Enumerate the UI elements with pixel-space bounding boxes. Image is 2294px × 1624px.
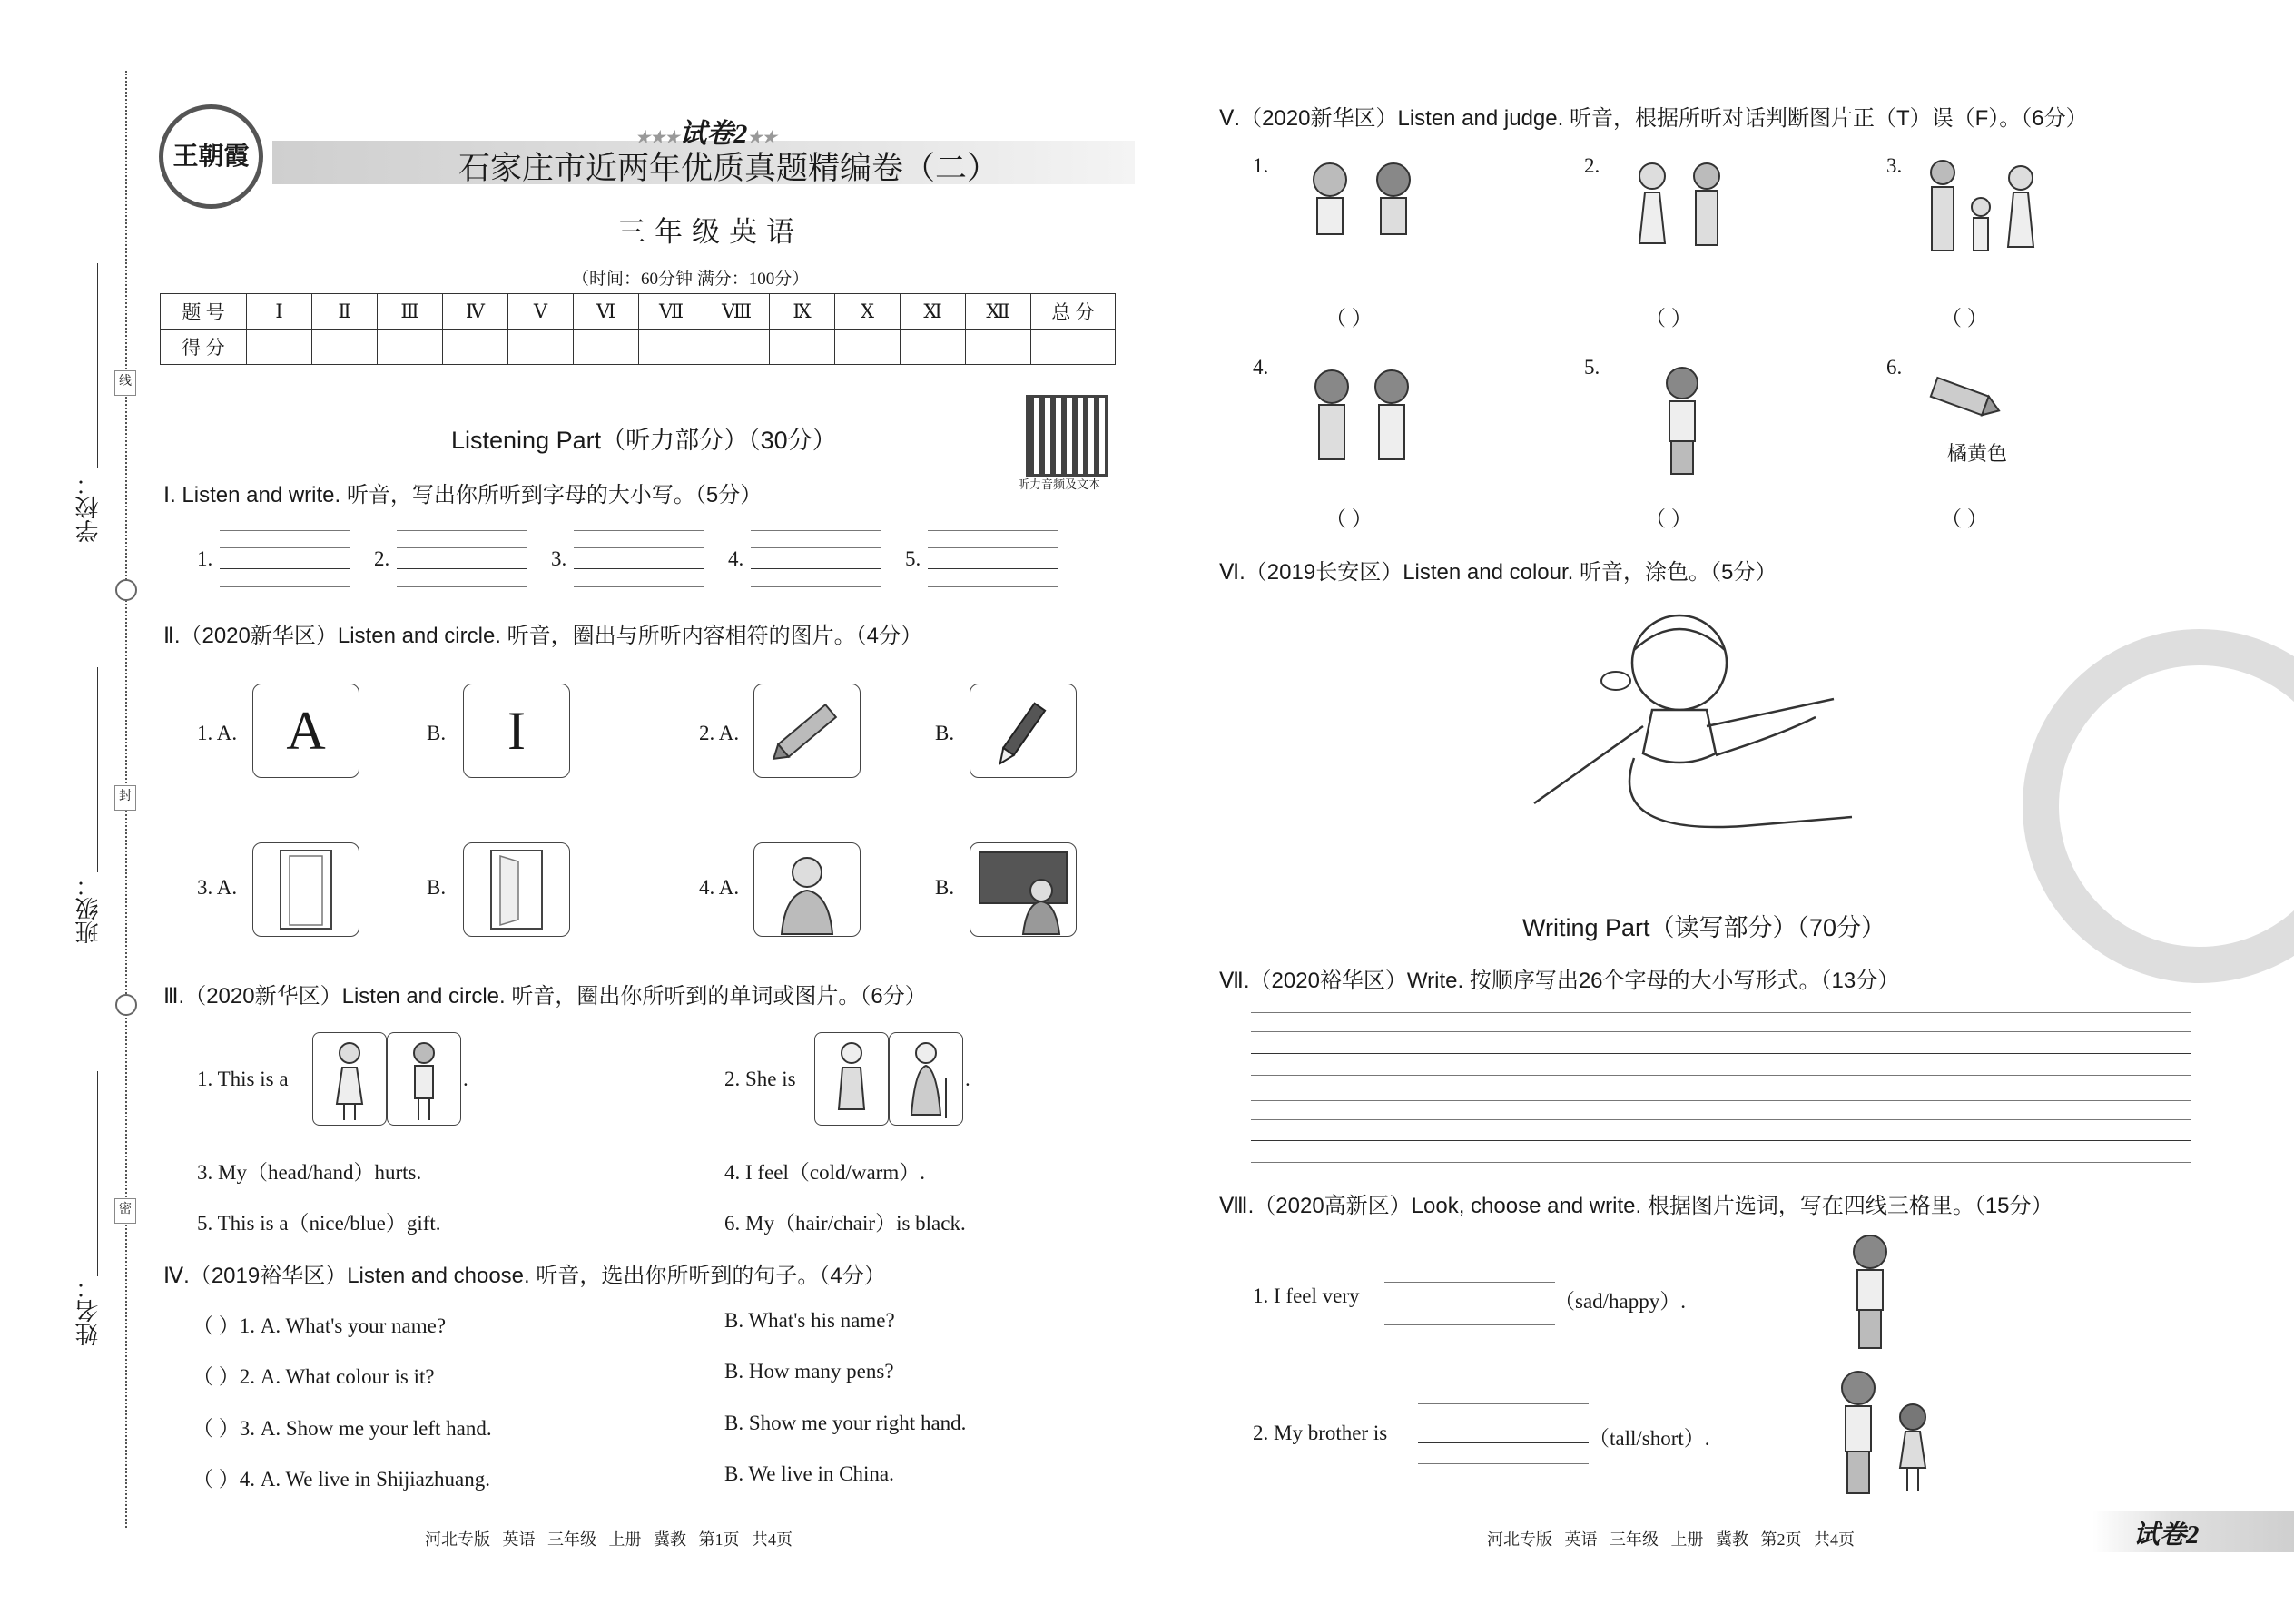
sec4-option-b: B. What's his name? <box>724 1309 895 1332</box>
score-input-cell[interactable] <box>901 330 966 365</box>
sec2-label: 2. A. <box>699 722 740 744</box>
score-cell: Ⅺ <box>901 294 966 330</box>
qr-caption: 听力音频及文本 <box>1018 477 1101 491</box>
woman-picture[interactable] <box>753 842 861 937</box>
sec3-dot: . <box>463 1068 468 1090</box>
teacher-icon <box>970 843 1076 936</box>
publisher-logo: 王朝霞 <box>159 104 263 209</box>
sec1-num: 1. <box>197 547 213 570</box>
score-cell: Ⅵ <box>574 294 639 330</box>
grandpa-picture[interactable] <box>814 1032 889 1126</box>
pen-icon <box>970 684 1076 777</box>
name-write-line <box>97 1071 98 1276</box>
old-man-icon <box>815 1033 888 1125</box>
judge-paren[interactable]: （ ） <box>1325 507 1373 530</box>
paper-number-heading: ★★★试卷2★★ <box>635 119 777 149</box>
corner-paper-tag: 试卷2 <box>2133 1521 2200 1550</box>
main-title: 石家庄市近两年优质真题精编卷（二） <box>458 151 999 186</box>
section-8-title: Ⅷ.（2020高新区）Look, choose and write. 根据图片选词，写在四线三格里。（15分） <box>1219 1194 2053 1218</box>
score-input-cell[interactable] <box>312 330 378 365</box>
sec4-option-a[interactable]: （ ）2. A. What colour is it? <box>192 1365 435 1388</box>
seal-mark-feng: 封 <box>114 785 136 811</box>
sec8-q2-text: 2. My brother is <box>1253 1422 1388 1444</box>
judge-paren[interactable]: （ ） <box>1941 307 1988 330</box>
score-input-cell[interactable] <box>443 330 508 365</box>
score-table-header-row <box>161 294 1116 330</box>
score-cell: Ⅳ <box>443 294 508 330</box>
score-cell: Ⅸ <box>770 294 835 330</box>
door-open-picture[interactable] <box>463 842 570 937</box>
binding-hole-icon <box>115 579 137 601</box>
score-table-score-row <box>161 330 1116 365</box>
score-input-cell[interactable] <box>835 330 901 365</box>
sec3-q6: 6. My（hair/chair）is black. <box>724 1212 966 1235</box>
qr-code-icon[interactable] <box>1026 395 1108 477</box>
score-cell: Ⅷ <box>704 294 770 330</box>
sec5-num: 5. <box>1584 356 1600 379</box>
sec8-q2-options: （tall/short）. <box>1589 1427 1710 1450</box>
sec8-q1-text: 1. I feel very <box>1253 1284 1360 1307</box>
school-label: 学校： <box>74 472 102 543</box>
brother-and-sister-picture <box>1820 1366 1947 1498</box>
sec4-option-a[interactable]: （ ）4. A. We live in Shijiazhuang. <box>192 1468 490 1491</box>
score-input-cell[interactable] <box>1031 330 1116 365</box>
section-3-title: Ⅲ.（2020新华区）Listen and circle. 听音，圈出你所听到的单词或图片。（6分） <box>163 984 927 1009</box>
sec5-num: 4. <box>1253 356 1269 379</box>
score-cell: 题 号 <box>161 294 247 330</box>
sec5-num: 2. <box>1584 154 1600 177</box>
section-7-title: Ⅶ.（2020裕华区）Write. 按顺序写出26个字母的大小写形式。（13分） <box>1219 969 1900 993</box>
boy-standing-picture <box>1641 361 1723 479</box>
score-table <box>160 293 1116 365</box>
sec1-num: 3. <box>551 547 567 570</box>
score-input-cell[interactable] <box>247 330 312 365</box>
footer-right: 河北专版 英语 三年级 上册 冀教 第2页 共4页 <box>1487 1530 1855 1549</box>
score-input-cell[interactable] <box>639 330 704 365</box>
section-4-title: Ⅳ.（2019裕华区）Listen and choose. 听音，选出你所听到的句子。（4分） <box>163 1264 886 1288</box>
judge-paren[interactable]: （ ） <box>1941 507 1988 530</box>
girl-to-colour-picture[interactable] <box>1507 599 1888 853</box>
score-cell: Ⅴ <box>508 294 574 330</box>
grandma-picture[interactable] <box>889 1032 963 1126</box>
sec4-option-b: B. How many pens? <box>724 1360 894 1383</box>
score-input-cell[interactable] <box>704 330 770 365</box>
sec1-num: 5. <box>905 547 921 570</box>
girl-icon <box>313 1033 386 1125</box>
name-label: 姓名： <box>74 1275 102 1346</box>
sec2-label: 3. A. <box>197 876 238 899</box>
subject-title: 三年级英语 <box>617 216 803 248</box>
sec3-q3: 3. My（head/hand）hurts. <box>197 1161 422 1184</box>
score-input-cell[interactable] <box>770 330 835 365</box>
family-picture <box>1915 153 2052 271</box>
sec4-option-a[interactable]: （ ）3. A. Show me your left hand. <box>192 1417 492 1440</box>
sec2-label: 1. A. <box>197 722 238 744</box>
judge-paren[interactable]: （ ） <box>1325 307 1373 330</box>
door-closed-picture[interactable] <box>252 842 359 937</box>
sec2-label: B. <box>935 876 955 899</box>
score-cell: Ⅶ <box>639 294 704 330</box>
judge-paren[interactable]: （ ） <box>1645 307 1692 330</box>
score-input-cell[interactable] <box>574 330 639 365</box>
score-input-cell[interactable] <box>966 330 1031 365</box>
sec4-option-b: B. We live in China. <box>724 1462 894 1485</box>
sec5-num: 3. <box>1886 154 1903 177</box>
section-1-title: Ⅰ. Listen and write. 听音，写出你所听到字母的大小写。（5分） <box>163 483 763 507</box>
seal-mark-mi: 密 <box>114 1198 136 1224</box>
sec4-option-b: B. Show me your right hand. <box>724 1412 967 1434</box>
binding-hole-icon <box>115 994 137 1016</box>
section-6-title: Ⅵ.（2019长安区）Listen and colour. 听音，涂色。（5分） <box>1219 560 1777 585</box>
pen-picture[interactable] <box>970 684 1077 778</box>
sec2-label: B. <box>427 722 447 744</box>
sec2-label: 4. A. <box>699 876 740 899</box>
sec5-num: 1. <box>1253 154 1269 177</box>
class-label: 班级： <box>74 873 102 944</box>
sec1-num: 4. <box>728 547 744 570</box>
section-5-title: Ⅴ.（2020新华区）Listen and judge. 听音，根据所听对话判断图片正（T）误（F）。（6分） <box>1219 106 2088 131</box>
girl-picture[interactable] <box>312 1032 387 1126</box>
score-cell: 总 分 <box>1031 294 1116 330</box>
two-boys-picture <box>1294 361 1430 479</box>
sad-boy-picture <box>1834 1230 1906 1353</box>
door-icon <box>253 843 359 936</box>
sec8-q1-options: （sad/happy）. <box>1554 1290 1687 1313</box>
sec3-dot: . <box>965 1068 970 1090</box>
seal-mark-xian: 线 <box>114 370 136 396</box>
sec5-num: 6. <box>1886 356 1903 379</box>
orange-crayon-icon <box>1925 372 2006 427</box>
confidential-stamp-icon <box>2023 629 2294 983</box>
sec3-q4: 4. I feel（cold/warm）. <box>724 1161 925 1184</box>
boy-icon <box>388 1033 460 1125</box>
old-woman-icon <box>890 1033 962 1125</box>
score-cell: Ⅲ <box>378 294 443 330</box>
score-input-cell[interactable] <box>508 330 574 365</box>
sec3-q5: 5. This is a（nice/blue）gift. <box>197 1212 441 1235</box>
score-cell: Ⅻ <box>966 294 1031 330</box>
score-cell: 得 分 <box>161 330 247 365</box>
writing-part-title: Writing Part（读写部分）（70分） <box>1522 914 1886 941</box>
class-write-line <box>97 667 98 872</box>
score-cell: Ⅱ <box>312 294 378 330</box>
time-info: （时间：60分钟 满分：100分） <box>572 270 810 289</box>
sec4-option-a[interactable]: （ ）1. A. What's your name? <box>192 1314 447 1337</box>
judge-paren[interactable]: （ ） <box>1645 507 1692 530</box>
crayon-icon <box>754 684 860 777</box>
sec2-label: B. <box>427 876 447 899</box>
crayon-picture[interactable] <box>753 684 861 778</box>
teacher-picture[interactable] <box>970 842 1077 937</box>
score-input-cell[interactable] <box>378 330 443 365</box>
score-cell: Ⅹ <box>835 294 901 330</box>
boy-picture[interactable] <box>387 1032 461 1126</box>
letter-i-picture[interactable]: I <box>463 684 570 778</box>
sec2-label: B. <box>935 722 955 744</box>
orange-color-label: 橘黄色 <box>1947 442 2008 465</box>
school-write-line <box>97 263 98 468</box>
door-icon <box>464 843 569 936</box>
section-2-title: Ⅱ.（2020新华区）Listen and circle. 听音，圈出与所听内容相符的图片。（4分） <box>163 624 922 648</box>
footer-left: 河北专版 英语 三年级 上册 冀教 第1页 共4页 <box>425 1530 793 1549</box>
letter-a-picture[interactable]: A <box>252 684 359 778</box>
woman-icon <box>754 843 860 936</box>
score-cell: Ⅰ <box>247 294 312 330</box>
sec3-q1: 1. This is a <box>197 1068 289 1090</box>
couple-picture <box>1616 153 1743 271</box>
paper-number: 试卷2 <box>679 119 748 149</box>
sec3-q2: 2. She is <box>724 1068 796 1090</box>
listening-part-title: Listening Part（听力部分）（30分） <box>451 427 837 454</box>
two-kids-greeting-picture <box>1285 153 1439 271</box>
sec1-num: 2. <box>374 547 390 570</box>
